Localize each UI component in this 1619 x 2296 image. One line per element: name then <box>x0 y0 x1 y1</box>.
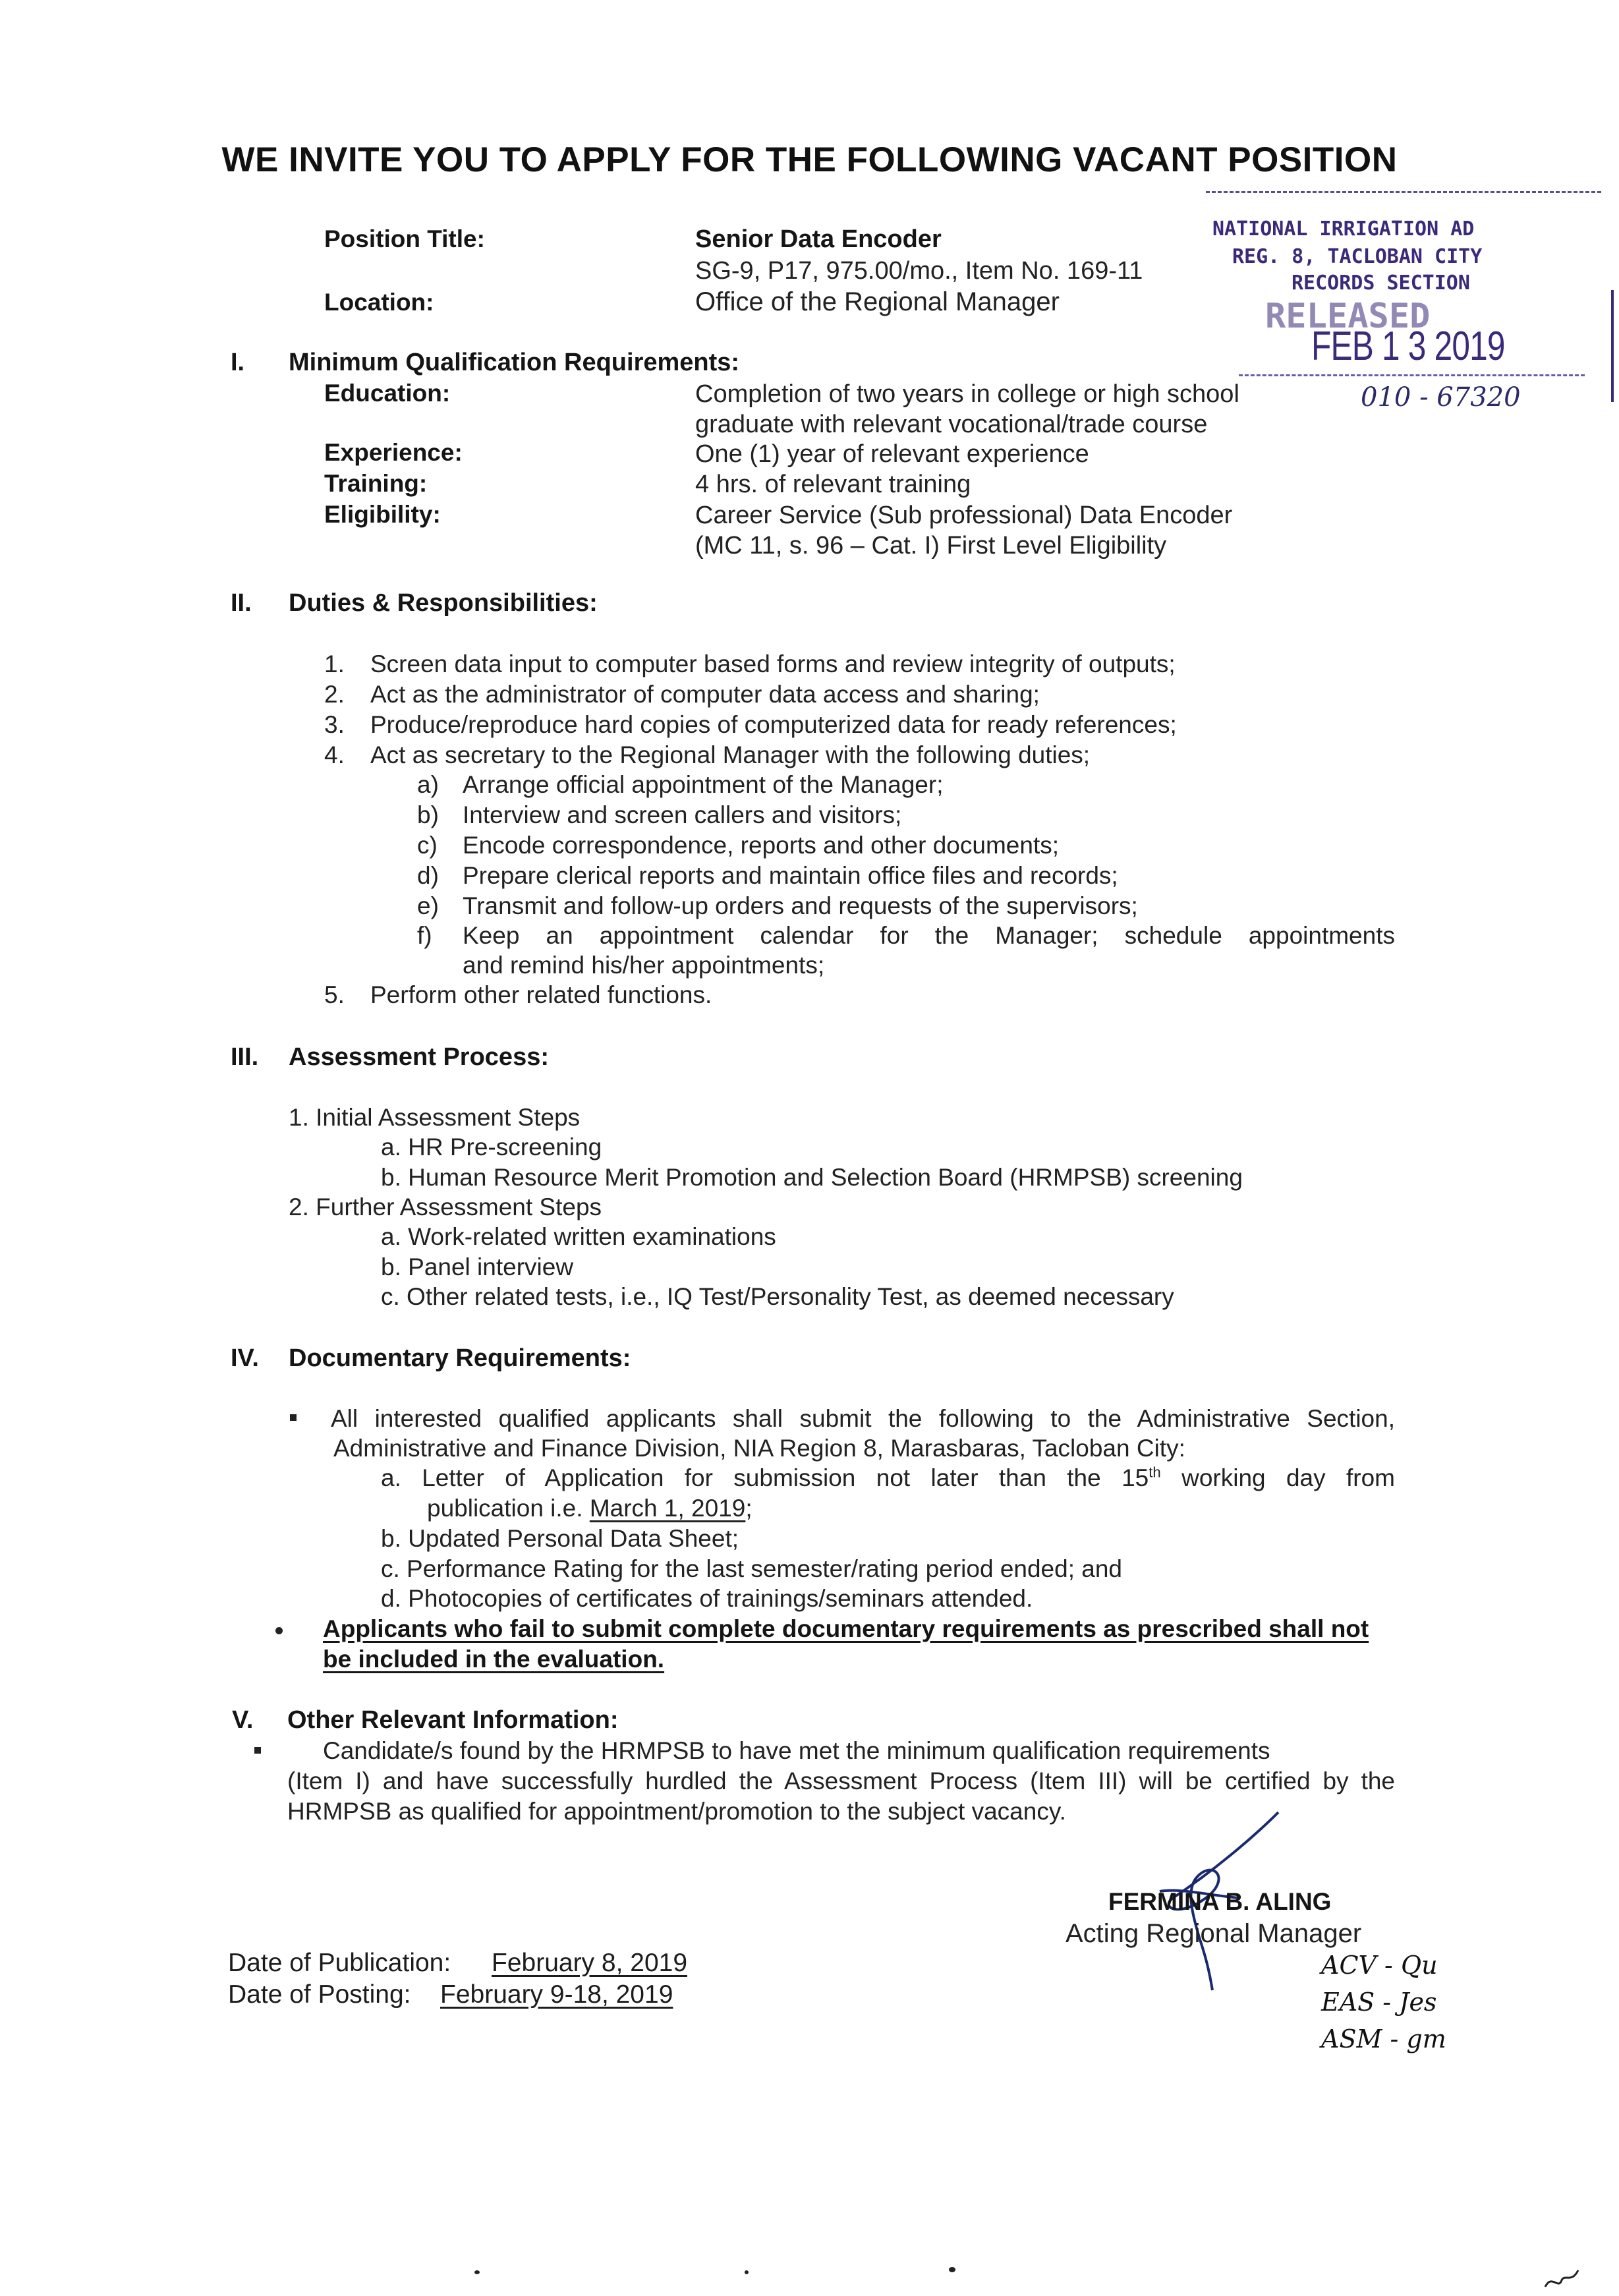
assessment-step-2a: a. Work-related written examinations <box>381 1223 776 1250</box>
section-5-number: V. <box>232 1706 254 1734</box>
duty-4e-letter: e) <box>417 892 439 919</box>
scan-speck <box>474 2270 480 2274</box>
requirements-intro-line-1: All interested qualified applicants shall submit the following to the Administrative Section, <box>331 1405 1395 1432</box>
duty-4f-text: Keep an appointment calendar for the Manager; schedule appointments <box>463 922 1395 949</box>
handwritten-note-3: ASM - gm <box>1321 2024 1446 2053</box>
warning-line-1: Applicants who fail to submit complete documentary requirements as prescribed shall not <box>323 1615 1369 1642</box>
training-label: Training: <box>324 470 428 497</box>
ordinal-suffix: th <box>1149 1464 1161 1481</box>
training-value: 4 hrs. of relevant training <box>695 471 971 498</box>
warning-line-2: be included in the evaluation. <box>323 1646 665 1673</box>
handwritten-note-1: ACV - Qu <box>1321 1951 1438 1980</box>
stamp-line-3: RECORDS SECTION <box>1292 272 1470 295</box>
education-line-1: Completion of two years in college or high school <box>695 380 1239 408</box>
bullet-square-icon <box>290 1414 297 1421</box>
requirement-c: c. Performance Rating for the last semester/rating period ended; and <box>381 1555 1122 1582</box>
posting-date-label: Date of Posting: <box>228 1980 411 2009</box>
section-1-number: I. <box>231 349 245 376</box>
section-3-number: III. <box>231 1043 259 1071</box>
stamp-right-border <box>1611 290 1614 402</box>
deadline-date: March 1, 2019 <box>589 1495 746 1522</box>
bullet-dot-icon <box>275 1627 283 1634</box>
duty-2-number: 2. <box>324 681 345 708</box>
education-label: Education: <box>324 380 451 407</box>
assessment-step-2c: c. Other related tests, i.e., IQ Test/Personality Test, as deemed necessary <box>381 1283 1174 1310</box>
duty-4d-letter: d) <box>417 862 439 889</box>
signatory-title: Acting Regional Manager <box>1065 1919 1362 1948</box>
duty-4f-text-continued: and remind his/her appointments; <box>463 952 825 979</box>
corner-initial-mark <box>1542 2267 1581 2293</box>
eligibility-line-2: (MC 11, s. 96 – Cat. I) First Level Eligibility <box>695 532 1167 560</box>
signatory-name: FERMINA B. ALING <box>1108 1888 1332 1915</box>
duty-3-number: 3. <box>324 711 345 738</box>
education-line-2: graduate with relevant vocational/trade course <box>695 411 1208 438</box>
publication-date-label: Date of Publication: <box>228 1949 451 1977</box>
requirement-a-text-end: working day from <box>1160 1464 1395 1491</box>
duty-4b-text: Interview and screen callers and visitors; <box>463 801 902 828</box>
eligibility-label: Eligibility: <box>324 501 441 528</box>
scan-speck <box>745 2270 749 2274</box>
section-4-number: IV. <box>231 1344 259 1372</box>
requirements-intro-line-2: Administrative and Finance Division, NIA Region 8, Marasbaras, Tacloban City: <box>333 1435 1185 1462</box>
assessment-step-2: 2. Further Assessment Steps <box>289 1193 602 1220</box>
requirement-a-line-2 <box>427 1495 753 1522</box>
stamp-line-1: NATIONAL IRRIGATION AD <box>1212 217 1475 241</box>
handwritten-note-2: EAS - Jes <box>1321 1988 1437 2017</box>
requirement-a-punct: ; <box>745 1495 753 1522</box>
position-title-label: Position Title: <box>324 225 485 252</box>
requirement-a-text: a. Letter of Application for submission not later than the 15 <box>381 1464 1149 1491</box>
duty-5-text: Perform other related functions. <box>370 981 712 1008</box>
bullet-square-icon <box>254 1747 261 1754</box>
experience-label: Experience: <box>324 439 463 466</box>
experience-value: One (1) year of relevant experience <box>695 440 1089 468</box>
publication-date-value: February 8, 2019 <box>492 1949 688 1977</box>
section-4-title: Documentary Requirements: <box>289 1344 631 1372</box>
duty-5-number: 5. <box>324 981 345 1008</box>
duty-3-text: Produce/reproduce hard copies of computerized data for ready references; <box>370 711 1177 738</box>
assessment-step-1a: a. HR Pre-screening <box>381 1134 602 1161</box>
duty-2-text: Act as the administrator of computer data access and sharing; <box>370 681 1040 708</box>
duty-4-text: Act as secretary to the Regional Manager with the following duties; <box>370 741 1091 768</box>
duty-4c-text: Encode correspondence, reports and other documents; <box>463 832 1060 859</box>
duty-4d-text: Prepare clerical reports and maintain office files and records; <box>463 862 1118 889</box>
page-title: WE INVITE YOU TO APPLY FOR THE FOLLOWING VACANT POSITION <box>221 140 1398 179</box>
position-title-detail: SG-9, P17, 975.00/mo., Item No. 169-11 <box>695 257 1143 285</box>
duty-4c-letter: c) <box>417 832 438 859</box>
duty-1-number: 1. <box>324 650 345 677</box>
posting-date-value: February 9-18, 2019 <box>440 1980 673 2009</box>
records-stamp <box>1206 191 1618 415</box>
stamp-top-border <box>1206 191 1601 196</box>
duty-4b-letter: b) <box>417 801 439 828</box>
other-info-line-1: Candidate/s found by the HRMPSB to have met the minimum qualification requirements <box>323 1737 1270 1764</box>
section-2-title: Duties & Responsibilities: <box>289 589 598 617</box>
stamp-line-2: REG. 8, TACLOBAN CITY <box>1232 245 1483 268</box>
section-3-title: Assessment Process: <box>289 1043 549 1071</box>
duty-4-number: 4. <box>324 741 345 768</box>
assessment-step-1: 1. Initial Assessment Steps <box>289 1104 581 1131</box>
duty-4a-letter: a) <box>417 771 439 798</box>
duty-4e-text: Transmit and follow-up orders and requests of the supervisors; <box>463 892 1138 919</box>
stamp-number: 010 - 67320 <box>1361 382 1521 413</box>
location-value: Office of the Regional Manager <box>695 287 1060 316</box>
other-info-line-3: HRMPSB as qualified for appointment/promotion to the subject vacancy. <box>287 1798 1066 1825</box>
requirement-a-continued: publication i.e. <box>427 1495 590 1522</box>
duty-1-text: Screen data input to computer based forms and review integrity of outputs; <box>370 650 1176 677</box>
other-info-line-2: (Item I) and have successfully hurdled the Assessment Process (Item III) will be certified by the <box>287 1767 1395 1794</box>
section-2-number: II. <box>231 589 252 617</box>
assessment-step-1b: b. Human Resource Merit Promotion and Selection Board (HRMPSB) screening <box>381 1164 1243 1191</box>
requirement-b: b. Updated Personal Data Sheet; <box>381 1525 739 1552</box>
section-5-title: Other Relevant Information: <box>287 1706 619 1734</box>
stamp-released: RELEASED <box>1265 297 1431 336</box>
stamp-bottom-border <box>1239 374 1585 378</box>
stamp-date: FEB 1 3 2019 <box>1311 324 1505 369</box>
duty-4a-text: Arrange official appointment of the Manager; <box>463 771 944 798</box>
requirement-d: d. Photocopies of certificates of trainings/seminars attended. <box>381 1585 1033 1612</box>
position-title-value: Senior Data Encoder <box>695 225 942 253</box>
requirement-a-line-1 <box>381 1464 1395 1492</box>
eligibility-line-1: Career Service (Sub professional) Data Encoder <box>695 502 1233 529</box>
duty-4f-letter: f) <box>417 922 432 949</box>
assessment-step-2b: b. Panel interview <box>381 1253 574 1280</box>
location-label: Location: <box>324 289 434 316</box>
scan-speck <box>949 2267 955 2272</box>
section-1-title: Minimum Qualification Requirements: <box>289 349 740 376</box>
